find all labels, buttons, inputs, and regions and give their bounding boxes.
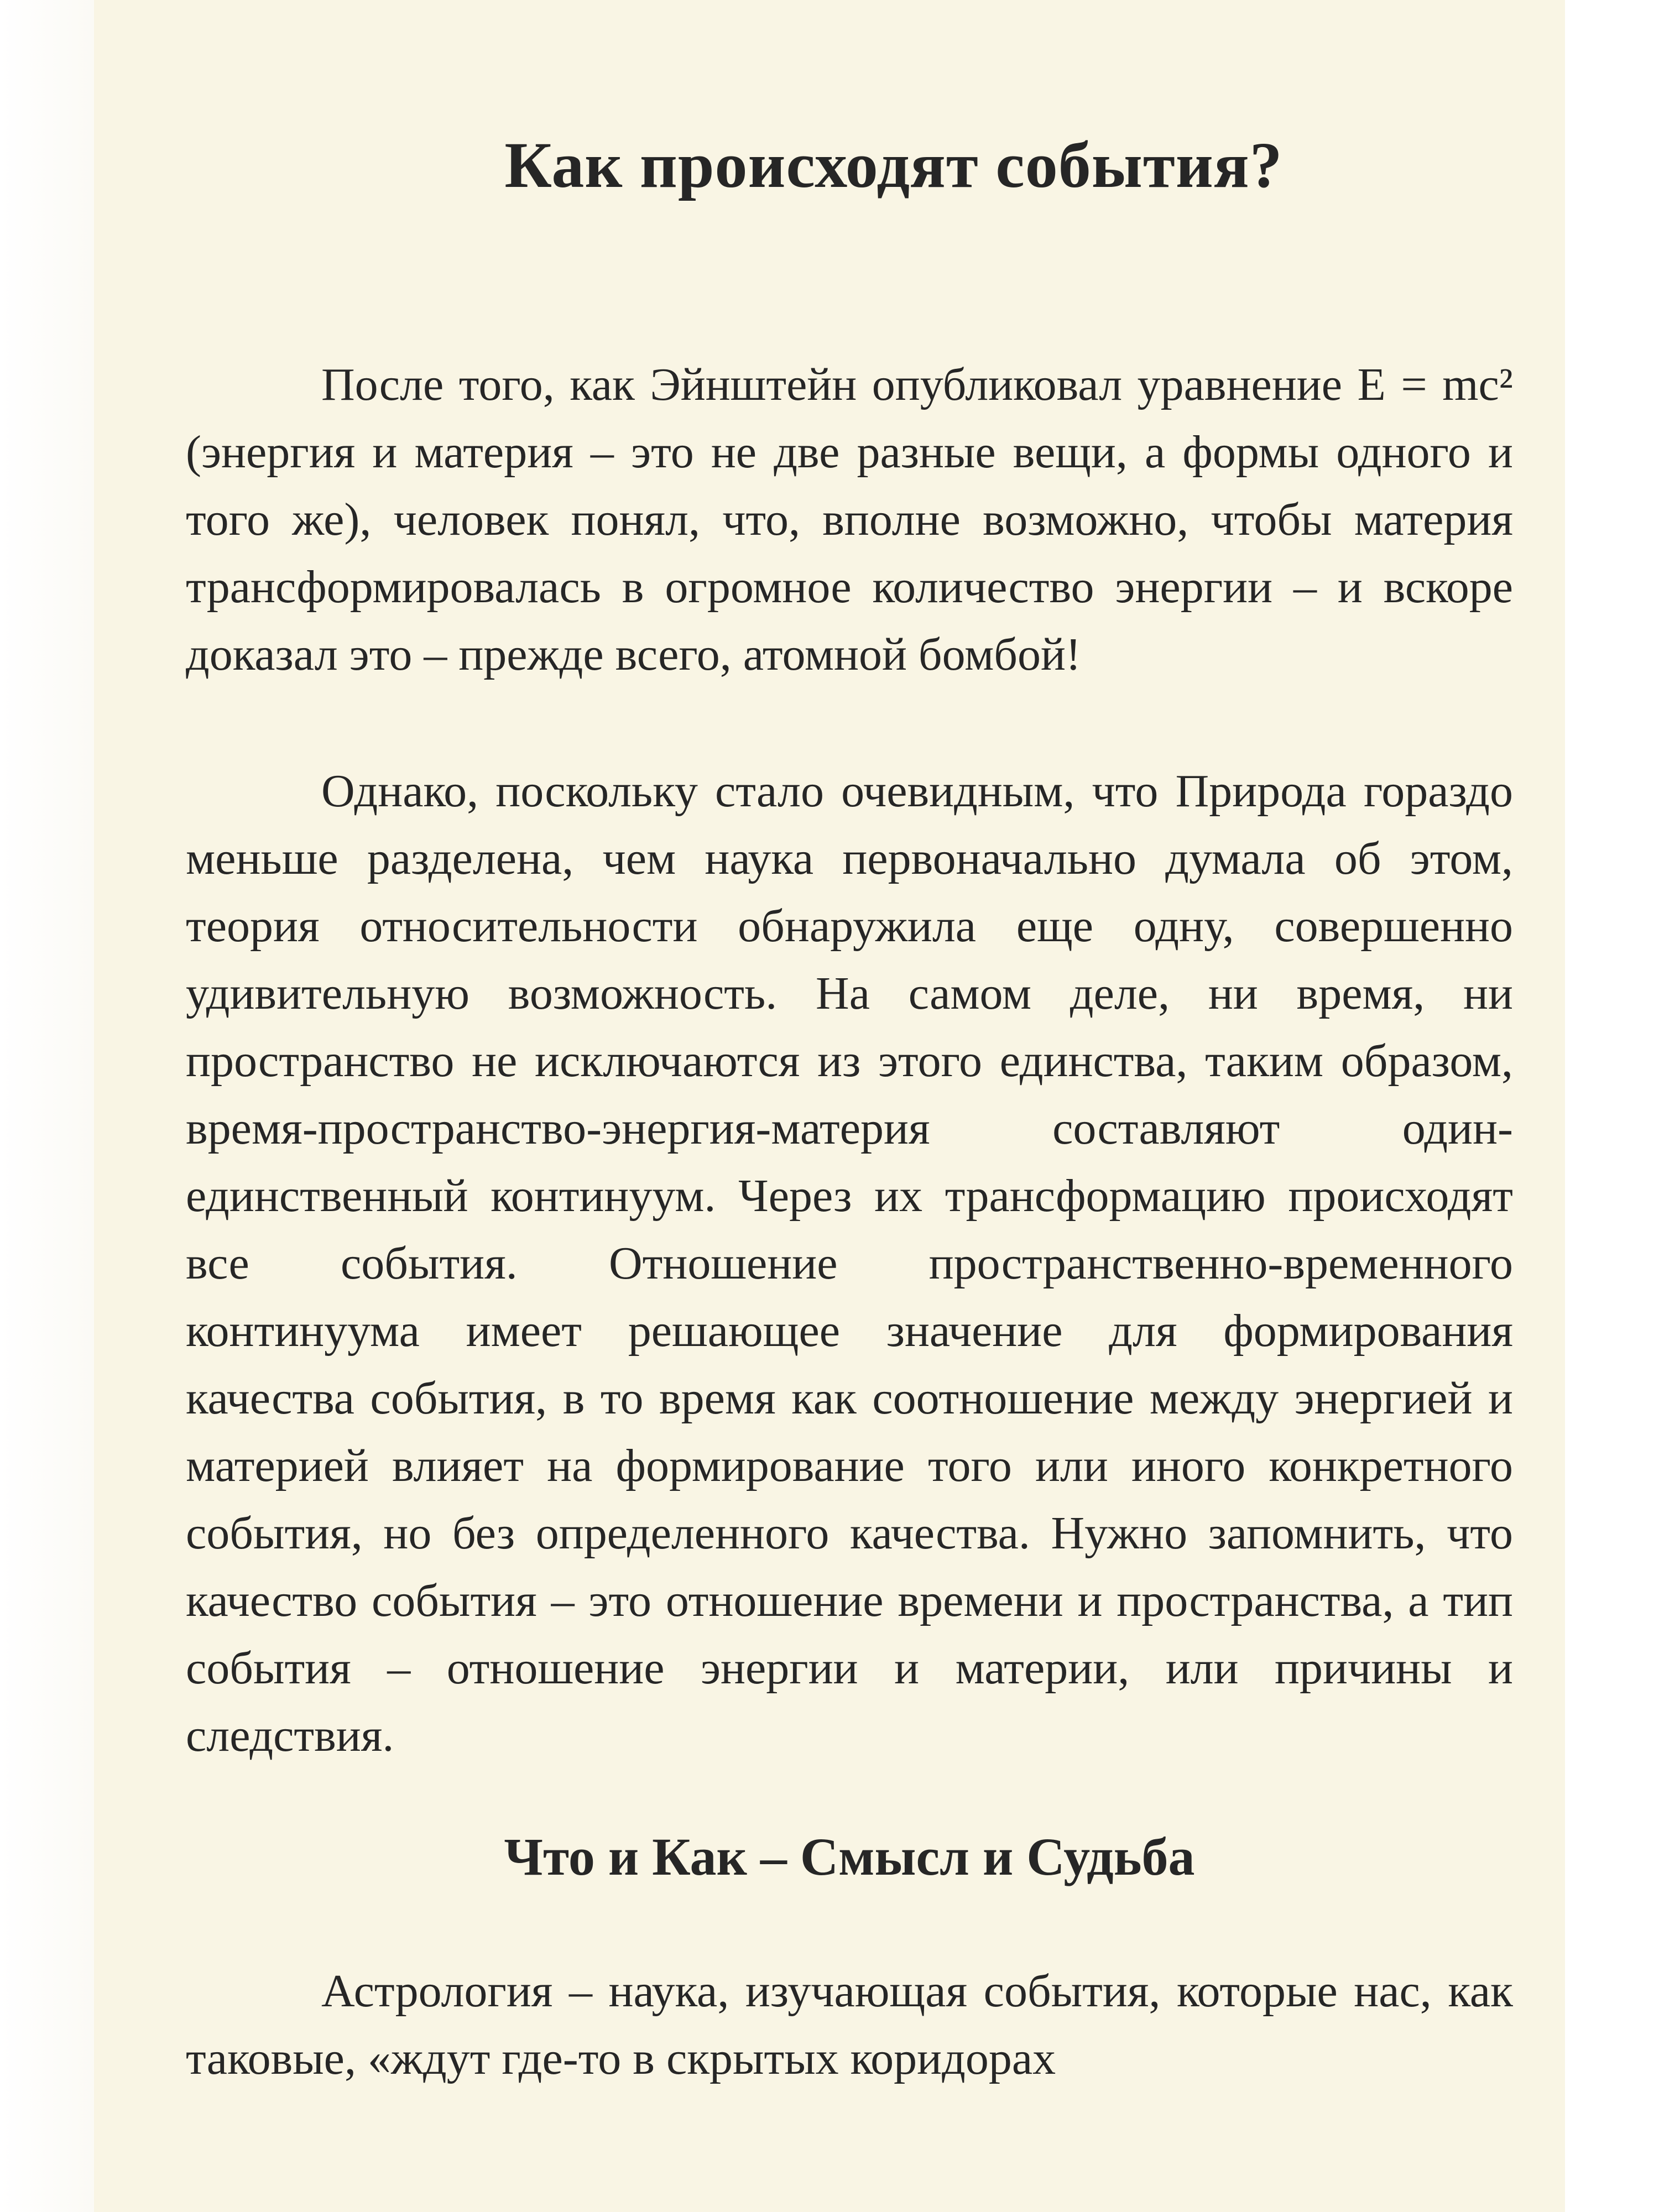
paragraph-3-block: [186, 1958, 1513, 2093]
paragraph-2-block: [186, 758, 1513, 1770]
scan-margin: [0, 0, 94, 2212]
page-title: Как происходят события?: [504, 129, 1283, 201]
paragraph-2: Однако, поскольку стало очевидным, что Природа гораздо меньше разделена, чем наука первоначально думала об этом, теория относительности обнаружила еще одну, совершенно удивительную возможность. На самом деле, ни время, ни пространство не исключаются из этого единства, таким образом, время-пространство-энергия-материя составляют один-единственный континуум. Через их трансформацию происходят все события. Отношение пространственно-временного континуума имеет решающее значение для формирования качества события, в то время как соотношение между энергией и материей влияет на формирование того или иного конкретного события, но без определенного качества. Нужно запомнить, что качество события – это отношение времени и пространства, а тип события – отношение энергии и материи, или причины и следствия.: [186, 765, 1513, 1761]
paragraph-1: После того, как Эйнштейн опубликовал уравнение E = mc² (энергия и материя – это не две разные вещи, а формы одного и того же), человек понял, что, вполне возможно, чтобы материя трансформировалась в огромное количество энергии – и вскоре доказал это – прежде всего, атомной бомбой!: [186, 359, 1513, 680]
book-page: [94, 0, 1565, 2212]
section-subtitle: Что и Как – Смысл и Судьба: [504, 1827, 1195, 1886]
paragraph-3: Астрология – наука, изучающая события, которые нас, как таковые, «ждут где-то в скрытых коридорах: [186, 1965, 1513, 2084]
paragraph-1-block: [186, 351, 1513, 688]
